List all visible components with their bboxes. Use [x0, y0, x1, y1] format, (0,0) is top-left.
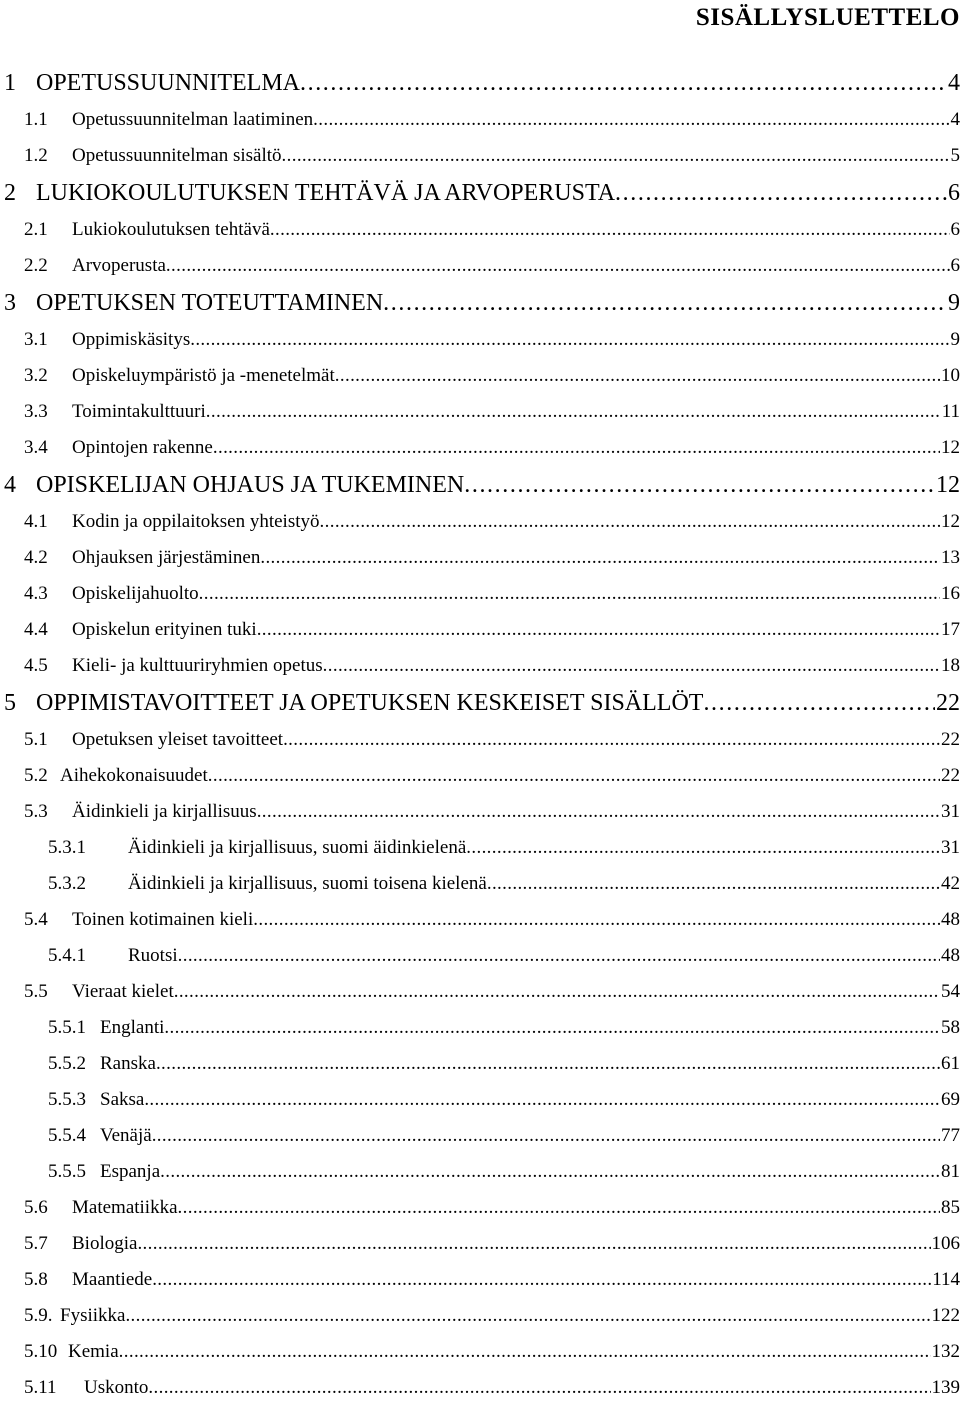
toc-entry[interactable] — [0, 430, 960, 466]
toc-entry-page: 9 — [950, 322, 960, 358]
toc-entry[interactable] — [0, 466, 960, 504]
toc-entry-page: 6 — [947, 174, 960, 212]
toc-entry[interactable] — [0, 612, 960, 648]
toc-entry-title: Toinen kotimainen kieli — [72, 902, 253, 938]
toc-entry-page: 48 — [940, 902, 960, 938]
toc-entry-number: 5.11 — [24, 1370, 84, 1406]
toc-entry-number: 3.1 — [24, 322, 72, 358]
toc-entry-title: Opiskelijahuolto — [72, 576, 199, 612]
dot-leader — [282, 138, 950, 174]
dot-leader — [166, 248, 950, 284]
toc-entry-number: 4.5 — [24, 648, 72, 684]
toc-entry-page: 54 — [940, 974, 960, 1010]
toc-entry-title: Biologia — [72, 1226, 137, 1262]
toc-entry-page: 22 — [940, 722, 960, 758]
toc-entry-page: 12 — [940, 504, 960, 540]
dot-leader — [257, 612, 940, 648]
toc-entry-number: 5.2 — [24, 758, 60, 794]
page-title: SISÄLLYSLUETTELO — [696, 4, 960, 32]
toc-entry-number: 5.8 — [24, 1262, 72, 1298]
toc-entry-title: Venäjä — [100, 1118, 152, 1154]
dot-leader — [160, 1154, 940, 1190]
dot-leader — [206, 394, 941, 430]
toc-entry-number: 2.2 — [24, 248, 72, 284]
toc-entry[interactable] — [0, 1082, 960, 1118]
toc-entry-page: 114 — [931, 1262, 960, 1298]
dot-leader — [148, 1370, 930, 1406]
dot-leader — [152, 1262, 931, 1298]
toc-entry-title: Arvoperusta — [72, 248, 166, 284]
toc-entry-title: Oppimiskäsitys — [72, 322, 190, 358]
toc-entry-page: 31 — [940, 794, 960, 830]
toc-entry-page: 31 — [940, 830, 960, 866]
toc-entry-number: 5.5.1 — [48, 1010, 100, 1046]
toc-entry-page: 58 — [940, 1010, 960, 1046]
toc-entry-number: 2.1 — [24, 212, 72, 248]
toc-entry-page: 85 — [940, 1190, 960, 1226]
toc-entry-number: 5.6 — [24, 1190, 72, 1226]
toc-entry-title: Englanti — [100, 1010, 164, 1046]
toc-entry[interactable] — [0, 830, 960, 866]
toc-entry[interactable] — [0, 394, 960, 430]
toc-entry-number: 5.10 — [24, 1334, 68, 1370]
toc-entry-number: 5.3.1 — [48, 830, 128, 866]
toc-entry-title: Vieraat kielet — [72, 974, 174, 1010]
dot-leader — [615, 174, 947, 212]
toc-entry-title: Äidinkieli ja kirjallisuus, suomi äidinkielenä — [128, 830, 466, 866]
toc-entry[interactable] — [0, 1370, 960, 1406]
toc-entry-number: 1 — [4, 64, 36, 102]
toc-entry-title: Maantiede — [72, 1262, 152, 1298]
dot-leader — [137, 1226, 930, 1262]
toc-entry-page: 12 — [935, 466, 960, 504]
toc-entry-page: 11 — [941, 394, 960, 430]
toc-entry-number: 5.3 — [24, 794, 72, 830]
toc-entry-title: Lukiokoulutuksen tehtävä — [72, 212, 270, 248]
toc-entry[interactable] — [0, 174, 960, 212]
toc-entry[interactable] — [0, 1190, 960, 1226]
toc-entry-title: Kodin ja oppilaitoksen yhteistyö — [72, 504, 320, 540]
dot-leader — [464, 466, 935, 504]
toc-entry-number: 5.9. — [24, 1298, 60, 1334]
dot-leader — [164, 1010, 940, 1046]
toc-entry-title: Opiskeluympäristö ja -menetelmät — [72, 358, 335, 394]
dot-leader — [487, 866, 940, 902]
toc-entry-number: 5.4.1 — [48, 938, 128, 974]
dot-leader — [144, 1082, 940, 1118]
dot-leader — [383, 284, 947, 322]
toc-entry-page: 122 — [931, 1298, 960, 1334]
toc-entry[interactable] — [0, 1154, 960, 1190]
toc-entry[interactable] — [0, 1118, 960, 1154]
toc-entry[interactable] — [0, 722, 960, 758]
toc-entry-page: 81 — [940, 1154, 960, 1190]
toc-entry-page: 16 — [940, 576, 960, 612]
toc-entry-page: 5 — [950, 138, 960, 174]
toc-entry[interactable] — [0, 504, 960, 540]
toc-entry-page: 22 — [935, 684, 960, 722]
dot-leader — [178, 1190, 940, 1226]
toc-entry-title: Uskonto — [84, 1370, 148, 1406]
toc-entry-title: Ranska — [100, 1046, 156, 1082]
toc-entry-title: Fysiikka — [60, 1298, 125, 1334]
toc-entry[interactable] — [0, 284, 960, 322]
toc-entry-title: Ruotsi — [128, 938, 178, 974]
toc-entry-number: 1.1 — [24, 102, 72, 138]
toc-entry-number: 4 — [4, 466, 36, 504]
toc-entry-page: 48 — [940, 938, 960, 974]
toc-entry-number: 4.2 — [24, 540, 72, 576]
toc-entry-page: 17 — [940, 612, 960, 648]
toc-entry-page: 61 — [940, 1046, 960, 1082]
toc-entry-number: 5.5.3 — [48, 1082, 100, 1118]
toc-entry-number: 4.4 — [24, 612, 72, 648]
toc-entry-page: 77 — [940, 1118, 960, 1154]
toc-entry-number: 3.4 — [24, 430, 72, 466]
toc-entry-page: 4 — [947, 64, 960, 102]
toc-entry-page: 9 — [947, 284, 960, 322]
toc-entry[interactable] — [0, 1226, 960, 1262]
dot-leader — [208, 758, 940, 794]
dot-leader — [152, 1118, 940, 1154]
toc-entry-title: Kemia — [68, 1334, 119, 1370]
toc-entry-number: 5.5 — [24, 974, 72, 1010]
dot-leader — [283, 722, 940, 758]
toc-entry[interactable] — [0, 794, 960, 830]
toc-entry-title: OPPIMISTAVOITTEET JA OPETUKSEN KESKEISET SISÄLLÖT — [36, 684, 703, 722]
toc-entry-number: 5.5.2 — [48, 1046, 100, 1082]
toc-entry-title: Espanja — [100, 1154, 160, 1190]
toc-entry-page: 6 — [950, 248, 960, 284]
toc-entry-title: Ohjauksen järjestäminen — [72, 540, 260, 576]
dot-leader — [257, 794, 940, 830]
dot-leader — [253, 902, 940, 938]
toc-entry-number: 5.4 — [24, 902, 72, 938]
dot-leader — [703, 684, 935, 722]
toc-entry-title: Opetuksen yleiset tavoitteet — [72, 722, 283, 758]
toc-entry[interactable] — [0, 758, 960, 794]
toc-entry[interactable] — [0, 648, 960, 684]
toc-entry-title: Äidinkieli ja kirjallisuus — [72, 794, 257, 830]
toc-entry[interactable] — [0, 212, 960, 248]
toc-entry-number: 1.2 — [24, 138, 72, 174]
toc-entry-number: 2 — [4, 174, 36, 212]
toc-entry-number: 5.1 — [24, 722, 72, 758]
toc-entry-title: OPISKELIJAN OHJAUS JA TUKEMINEN — [36, 466, 464, 504]
toc-entry[interactable] — [0, 938, 960, 974]
dot-leader — [199, 576, 940, 612]
toc-entry-title: Opetussuunnitelman laatiminen — [72, 102, 313, 138]
table-of-contents — [0, 64, 960, 1406]
toc-entry[interactable] — [0, 1334, 960, 1370]
toc-entry-page: 10 — [940, 358, 960, 394]
dot-leader — [190, 322, 949, 358]
toc-entry-number: 4.3 — [24, 576, 72, 612]
toc-entry-title: Opetussuunnitelman sisältö — [72, 138, 282, 174]
toc-entry-number: 3.2 — [24, 358, 72, 394]
toc-entry-page: 4 — [950, 102, 960, 138]
toc-entry[interactable] — [0, 974, 960, 1010]
dot-leader — [300, 64, 947, 102]
toc-entry-page: 12 — [940, 430, 960, 466]
toc-entry-title: Saksa — [100, 1082, 144, 1118]
toc-entry-title: Aihekokonaisuudet — [60, 758, 208, 794]
toc-entry-page: 132 — [931, 1334, 960, 1370]
dot-leader — [119, 1334, 931, 1370]
dot-leader — [174, 974, 940, 1010]
toc-entry-number: 5.5.4 — [48, 1118, 100, 1154]
toc-entry[interactable] — [0, 1298, 960, 1334]
dot-leader — [466, 830, 940, 866]
toc-entry-number: 4.1 — [24, 504, 72, 540]
dot-leader — [313, 102, 949, 138]
toc-entry[interactable] — [0, 102, 960, 138]
toc-entry-page: 139 — [931, 1370, 960, 1406]
dot-leader — [125, 1298, 930, 1334]
toc-entry[interactable] — [0, 322, 960, 358]
toc-entry-page: 106 — [931, 1226, 960, 1262]
toc-entry[interactable] — [0, 540, 960, 576]
toc-entry[interactable] — [0, 248, 960, 284]
dot-leader — [323, 648, 940, 684]
toc-entry-page: 18 — [940, 648, 960, 684]
toc-entry-title: Kieli- ja kulttuuriryhmien opetus — [72, 648, 323, 684]
dot-leader — [270, 212, 950, 248]
toc-entry-number: 3.3 — [24, 394, 72, 430]
toc-entry-page: 42 — [940, 866, 960, 902]
toc-entry-title: Matematiikka — [72, 1190, 178, 1226]
dot-leader — [178, 938, 940, 974]
dot-leader — [335, 358, 940, 394]
toc-entry-title: Toimintakulttuuri — [72, 394, 206, 430]
toc-entry-title: OPETUKSEN TOTEUTTAMINEN — [36, 284, 383, 322]
toc-entry[interactable] — [0, 358, 960, 394]
toc-entry-page: 69 — [940, 1082, 960, 1118]
dot-leader — [320, 504, 940, 540]
toc-entry-title: Äidinkieli ja kirjallisuus, suomi toisena kielenä — [128, 866, 487, 902]
toc-entry[interactable] — [0, 138, 960, 174]
dot-leader — [156, 1046, 940, 1082]
toc-entry-title: Opintojen rakenne — [72, 430, 213, 466]
toc-entry[interactable] — [0, 64, 960, 102]
dot-leader — [213, 430, 940, 466]
toc-entry-page: 22 — [940, 758, 960, 794]
toc-entry[interactable] — [0, 1046, 960, 1082]
toc-entry[interactable] — [0, 866, 960, 902]
toc-entry[interactable] — [0, 1262, 960, 1298]
toc-entry-title: LUKIOKOULUTUKSEN TEHTÄVÄ JA ARVOPERUSTA — [36, 174, 615, 212]
toc-entry-page: 13 — [940, 540, 960, 576]
toc-entry[interactable] — [0, 1010, 960, 1046]
toc-entry-number: 5.7 — [24, 1226, 72, 1262]
toc-entry-number: 3 — [4, 284, 36, 322]
toc-entry[interactable] — [0, 684, 960, 722]
toc-entry-title: OPETUSSUUNNITELMA — [36, 64, 300, 102]
toc-entry-number: 5.5.5 — [48, 1154, 100, 1190]
toc-entry[interactable] — [0, 902, 960, 938]
toc-entry[interactable] — [0, 576, 960, 612]
toc-entry-number: 5 — [4, 684, 36, 722]
toc-entry-page: 6 — [950, 212, 960, 248]
toc-entry-title: Opiskelun erityinen tuki — [72, 612, 257, 648]
toc-entry-number: 5.3.2 — [48, 866, 128, 902]
dot-leader — [260, 540, 940, 576]
